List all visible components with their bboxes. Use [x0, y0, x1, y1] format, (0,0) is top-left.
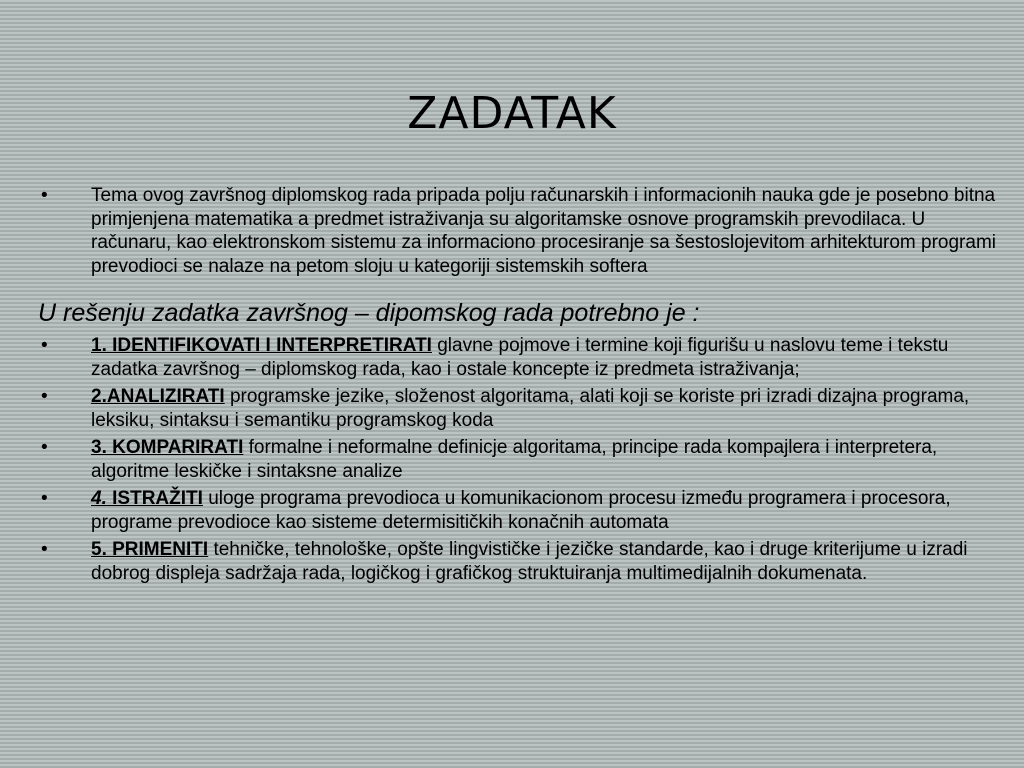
task-keyword-number: 4.	[91, 488, 107, 509]
intro-text: Tema ovog završnog diplomskog rada pripada polju računarskih i informacionih nauka gde je posebno bitna primjenjena matematika a predmet istraživanja su algoritamske osnove programskih prevodilaca. U računaru, kao elektronskom sistemu za informaciono procesiranje sa šestoslojevitom arhitekturom programi prevodioci se nalaze na petom sloju u kategoriji sistemskih softera	[91, 185, 996, 277]
task-keyword: 1. IDENTIFIKOVATI I INTERPRETIRATI	[91, 335, 432, 356]
task-keyword: ISTRAŽITI	[106, 488, 203, 509]
bullet-icon: •	[41, 335, 48, 356]
task-keyword: 5. PRIMENITI	[91, 539, 209, 560]
task-item-apply	[38, 538, 998, 585]
bullet-icon: •	[41, 386, 48, 407]
task-item-identify	[38, 334, 998, 381]
task-item-compare	[38, 436, 998, 483]
task-keyword: 2.ANALIZIRATI	[91, 386, 225, 407]
task-description: formalne i neformalne definicje algoritama, principe rada kompajlera i interpretera, algoritme leskičke i sintaksne analize	[91, 437, 938, 482]
task-item-analyze	[38, 385, 998, 432]
task-keyword: 3. KOMPARIRATI	[91, 437, 244, 458]
bullet-icon: •	[41, 185, 48, 206]
task-description: uloge programa prevodioca u komunikacionom procesu između programera i procesora, programe prevodioce kao sisteme determisitičkih konačnih automata	[91, 488, 951, 533]
slide-title: ZADATAK	[407, 88, 617, 139]
task-description: programske jezike, složenost algoritama, alati koji se koriste pri izradi dizajna programa, leksiku, sintaksu i semantiku programskog koda	[91, 386, 970, 431]
task-subheading: U rešenju zadatka završnog – dipomskog rada potrebno je :	[38, 299, 700, 327]
bullet-icon: •	[41, 437, 48, 458]
task-description: glavne pojmove i termine koji figurišu u naslovu teme i tekstu zadatka završnog – diplomskog rada, kao i ostale koncepte iz predmeta istraživanja;	[91, 335, 949, 380]
slide-body	[38, 184, 998, 589]
bullet-icon: •	[41, 488, 48, 509]
intro-paragraph	[38, 184, 998, 278]
task-description: tehničke, tehnološke, opšte lingvističke i jezičke standarde, kao i druge kriterijume u izradi dobrog displeja sadržaja rada, logičkog i grafičkog struktuiranja multimedijalnih dokumenata.	[91, 539, 968, 584]
task-item-research	[38, 487, 998, 534]
bullet-icon: •	[41, 539, 48, 560]
